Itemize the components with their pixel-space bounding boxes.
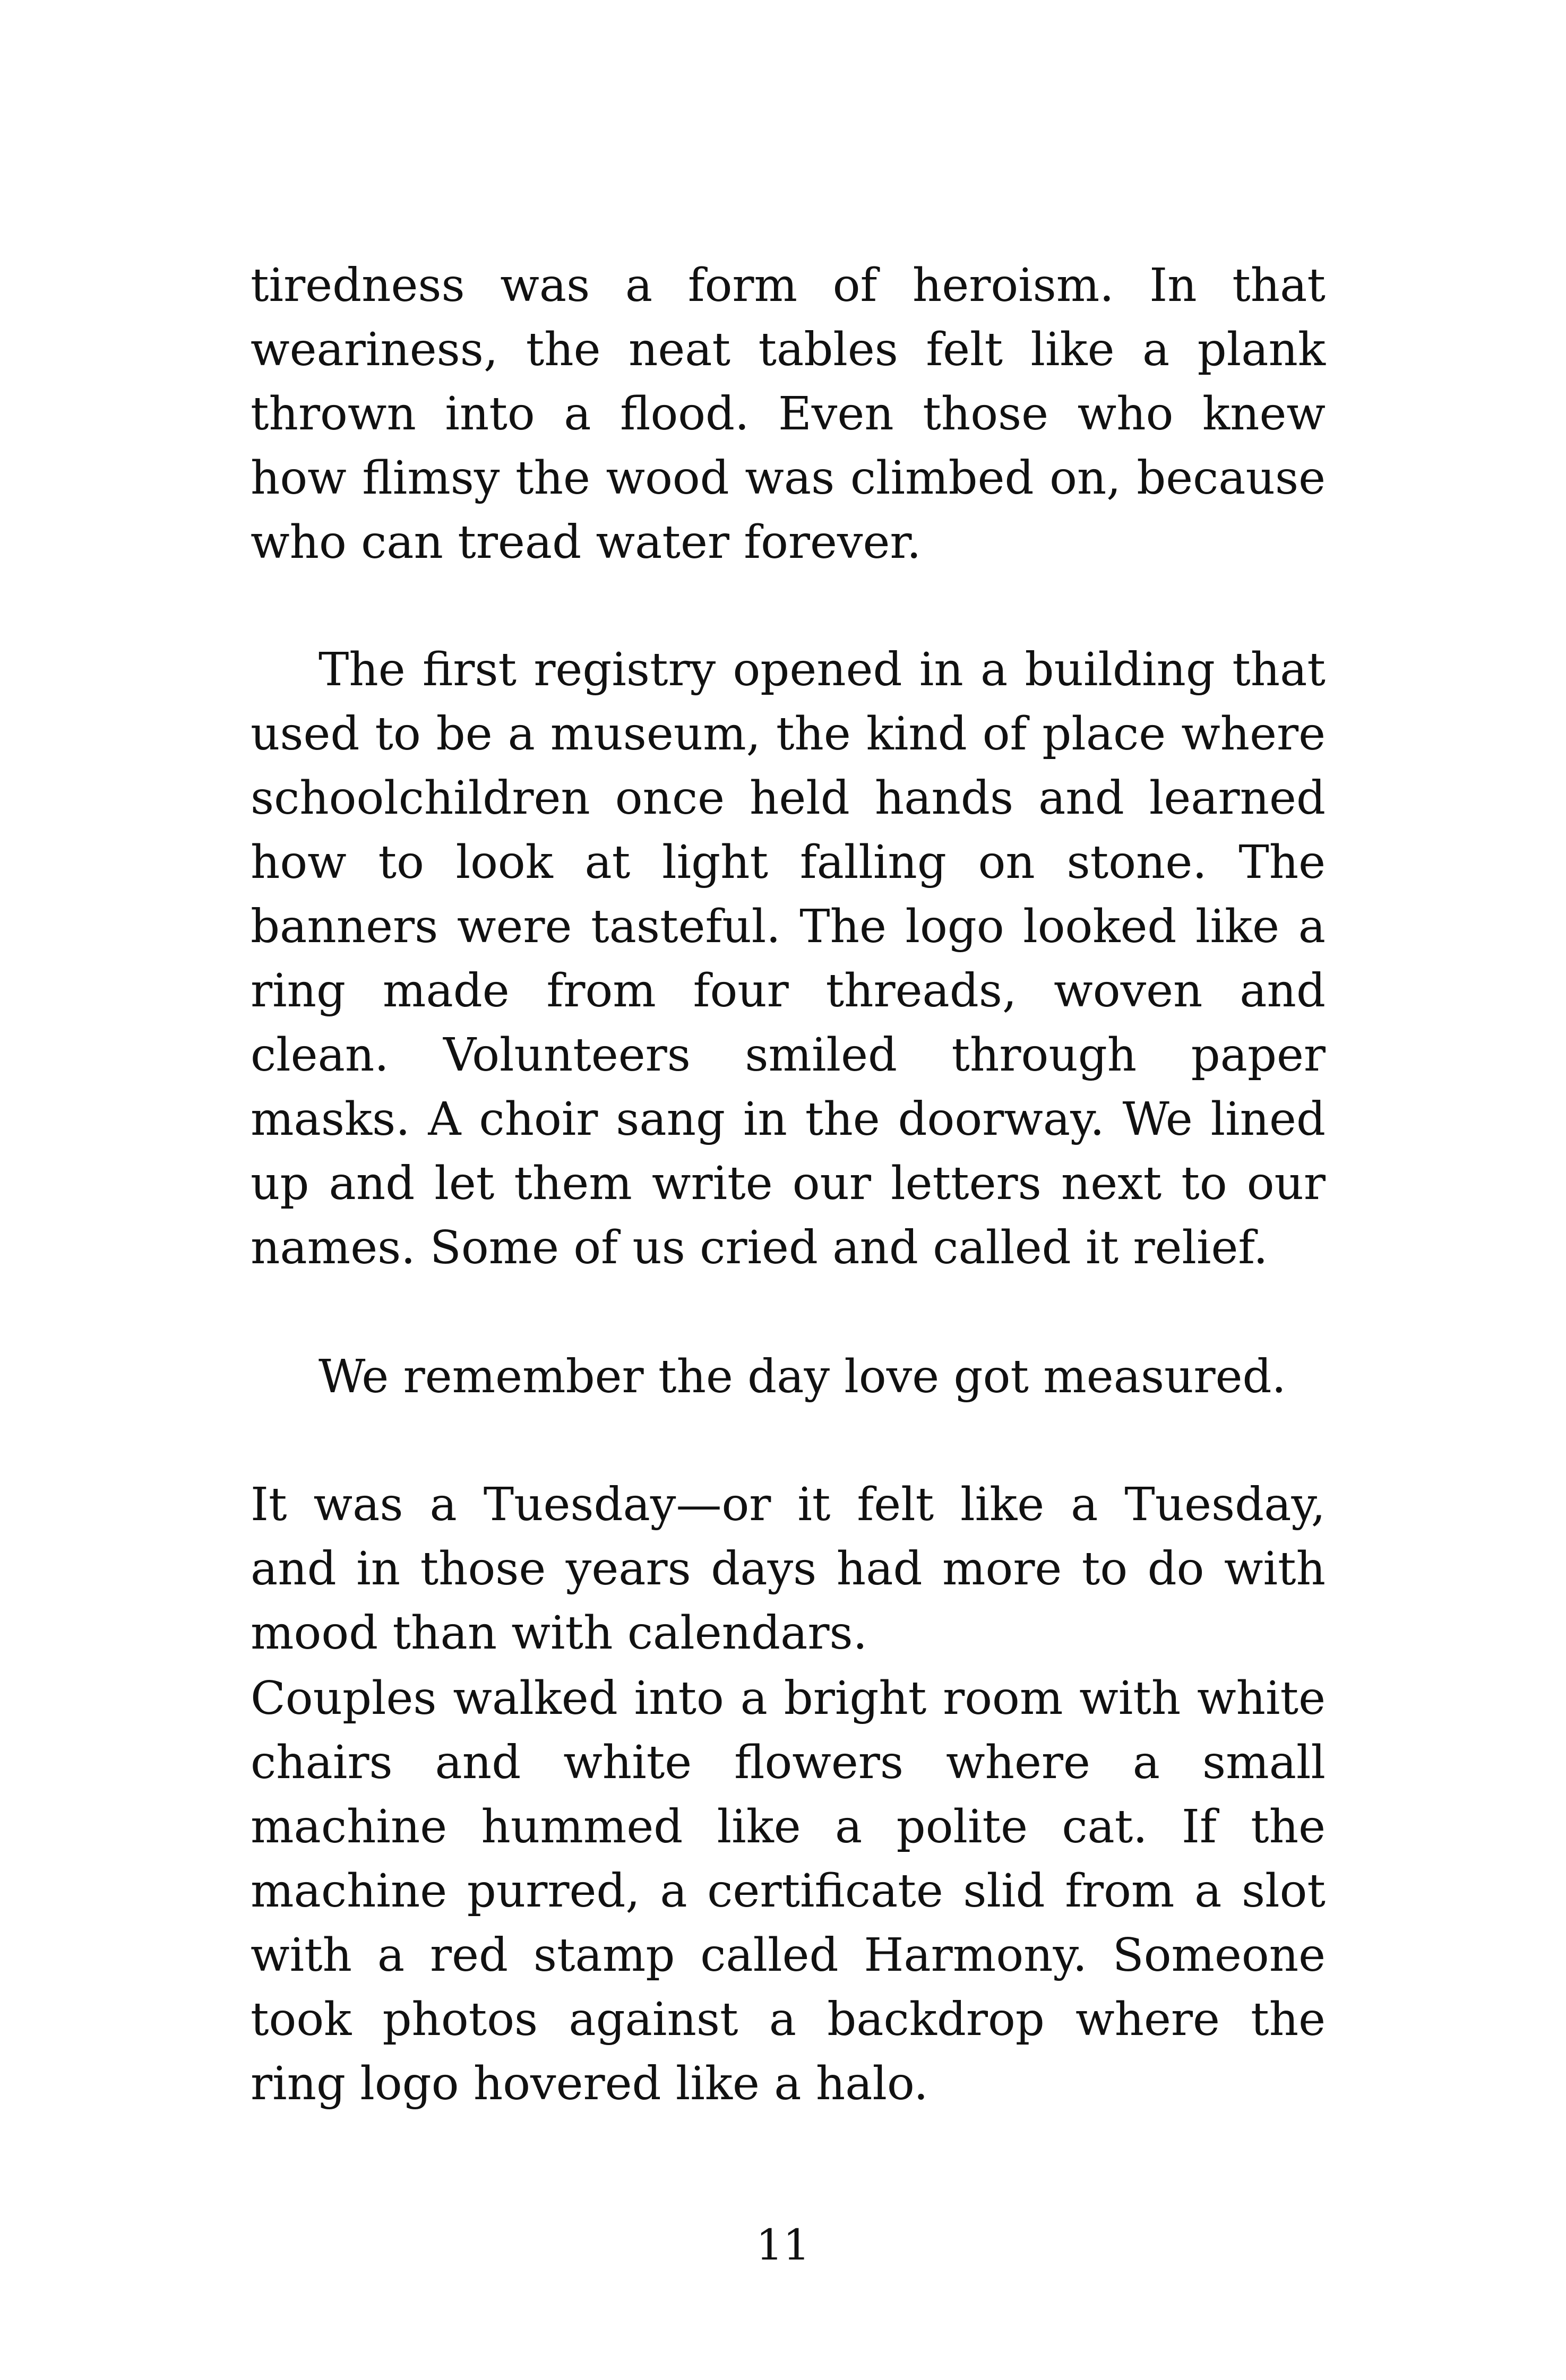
page-number: 11 [756, 2220, 810, 2270]
paragraph-love-measured: We remember the day love got measured. [319, 1350, 1286, 1403]
paragraph-tuesday: It was a Tuesday—or it felt like a Tuesday, and in those years days had more to do with mood than with calendars. [251, 1478, 1326, 1660]
paragraph-continuation: tiredness was a form of heroism. In that weariness, the neat tables felt like a plank thrown into a flood. Even those who knew how flimsy the wood was climbed on, because who can tread water forever. [251, 259, 1326, 569]
paragraph-registry: The first registry opened in a building that used to be a museum, the kind of place where schoolchildren once held hands and learned how to look at light falling on stone. The banners were tasteful. The logo looked like a ring made from four threads, woven and clean. Volunteers smiled through paper masks. A choir sang in the doorway. We lined up and let them write our letters next to our names. Some of us cried and called it relief. [251, 643, 1326, 1274]
paragraph-couples: Couples walked into a bright room with white chairs and white flowers where a small machine hummed like a polite cat. If the machine purred, a certificate slid from a slot with a red stamp called Harmony. Someone took photos against a backdrop where the ring logo hovered like a halo. [251, 1672, 1326, 2110]
